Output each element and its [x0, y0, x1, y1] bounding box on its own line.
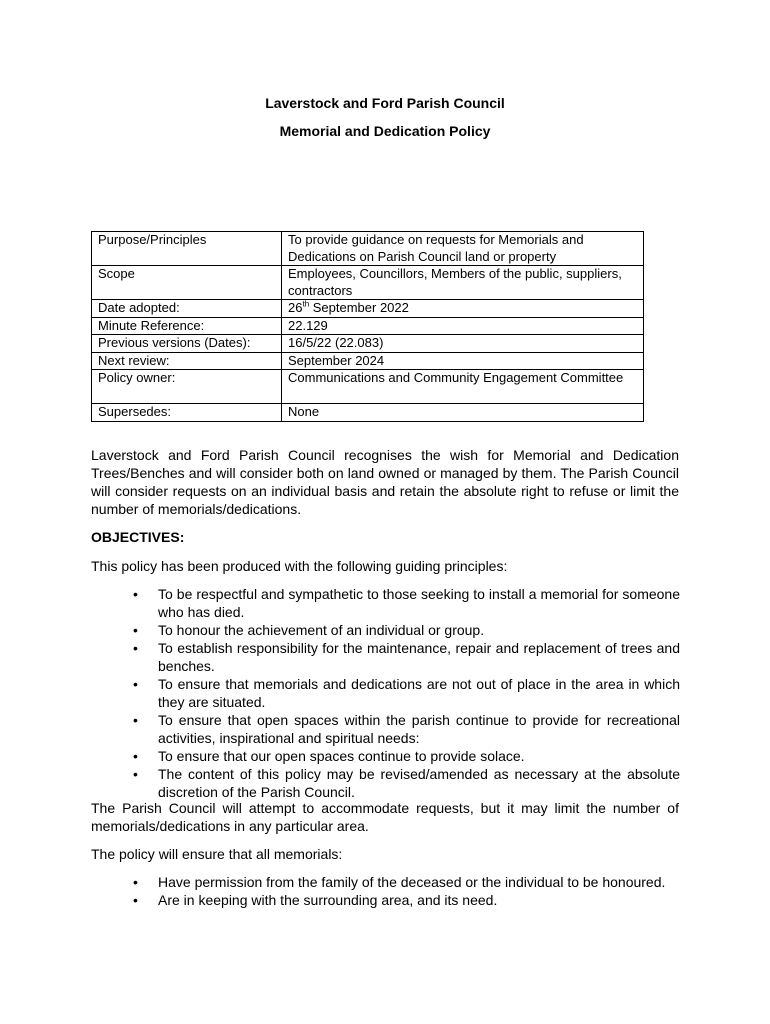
table-row [92, 300, 644, 318]
list-item-text: To honour the achievement of an individual or group. [158, 622, 485, 638]
table-key: Minute Reference: [92, 317, 282, 335]
objectives-list [0, 585, 680, 801]
list-item [0, 711, 680, 747]
bullet-icon: • [133, 586, 138, 602]
list-item-text: To establish responsibility for the maintenance, repair and replacement of trees and benches. [158, 640, 680, 674]
table-key: Policy owner: [92, 370, 282, 404]
list-item-text: To be respectful and sympathetic to those seeking to install a memorial for someone who has died. [158, 586, 680, 620]
date-suffix: th [302, 299, 310, 309]
bullet-icon: • [133, 874, 138, 890]
memorials-lead: The policy will ensure that all memorials: [91, 846, 343, 862]
list-item [0, 621, 680, 639]
table-value: Employees, Councillors, Members of the public, suppliers, contractors [282, 266, 644, 300]
table-row [92, 370, 644, 404]
table-row [92, 266, 644, 300]
table-value: To provide guidance on requests for Memorials and Dedications on Parish Council land or property [282, 232, 644, 266]
list-item-text: Are in keeping with the surrounding area, and its need. [158, 892, 498, 908]
table-row [92, 352, 644, 370]
table-value: 22.129 [282, 317, 644, 335]
date-day: 26 [288, 300, 303, 315]
bullet-icon: • [133, 892, 138, 908]
table-value: Communications and Community Engagement Committee [282, 370, 644, 404]
table-key: Purpose/Principles [92, 232, 282, 266]
objectives-heading: OBJECTIVES: [91, 529, 185, 545]
list-item-text: Have permission from the family of the deceased or the individual to be honoured. [158, 874, 666, 890]
bullet-icon: • [133, 622, 138, 638]
table-row [92, 404, 644, 422]
memorials-list [0, 873, 680, 909]
bullet-icon: • [133, 748, 138, 764]
intro-paragraph: Laverstock and Ford Parish Council recognises the wish for Memorial and Dedication Trees/Benches and will consider both on land owned or managed by them. The Parish Council will consider requests on an individual basis and retain the absolute right to refuse or limit the number of memorials/dedications. [91, 447, 679, 517]
policy-info-table [91, 231, 644, 422]
table-value: None [282, 404, 644, 422]
accommodation-paragraph: The Parish Council will attempt to accommodate requests, but it may limit the number of memorials/dedications in any particular area. [91, 800, 679, 834]
list-item [0, 639, 680, 675]
list-item [0, 891, 680, 909]
table-key: Previous versions (Dates): [92, 335, 282, 353]
list-item [0, 765, 680, 801]
objectives-lead: This policy has been produced with the following guiding principles: [91, 558, 508, 574]
table-key: Date adopted: [92, 300, 282, 318]
list-item-text: The content of this policy may be revised/amended as necessary at the absolute discretion of the Parish Council. [158, 766, 680, 800]
list-item-text: To ensure that open spaces within the parish continue to provide for recreational activities, inspirational and spiritual needs: [158, 712, 680, 746]
list-item [0, 873, 680, 891]
list-item [0, 585, 680, 621]
bullet-icon: • [133, 676, 138, 692]
bullet-icon: • [133, 766, 138, 782]
list-item-text: To ensure that memorials and dedications are not out of place in the area in which they are situated. [158, 676, 680, 710]
table-value [282, 300, 644, 318]
table-row [92, 317, 644, 335]
bullet-icon: • [133, 640, 138, 656]
list-item-text: To ensure that our open spaces continue to provide solace. [158, 748, 525, 764]
table-value: September 2024 [282, 352, 644, 370]
table-value: 16/5/22 (22.083) [282, 335, 644, 353]
table-key: Supersedes: [92, 404, 282, 422]
organisation-title: Laverstock and Ford Parish Council [265, 95, 505, 111]
policy-title: Memorial and Dedication Policy [279, 123, 491, 139]
bullet-icon: • [133, 712, 138, 728]
date-rest: September 2022 [309, 300, 409, 315]
table-key: Next review: [92, 352, 282, 370]
table-row [92, 335, 644, 353]
list-item [0, 675, 680, 711]
table-key: Scope [92, 266, 282, 300]
table-row [92, 232, 644, 266]
list-item [0, 747, 680, 765]
